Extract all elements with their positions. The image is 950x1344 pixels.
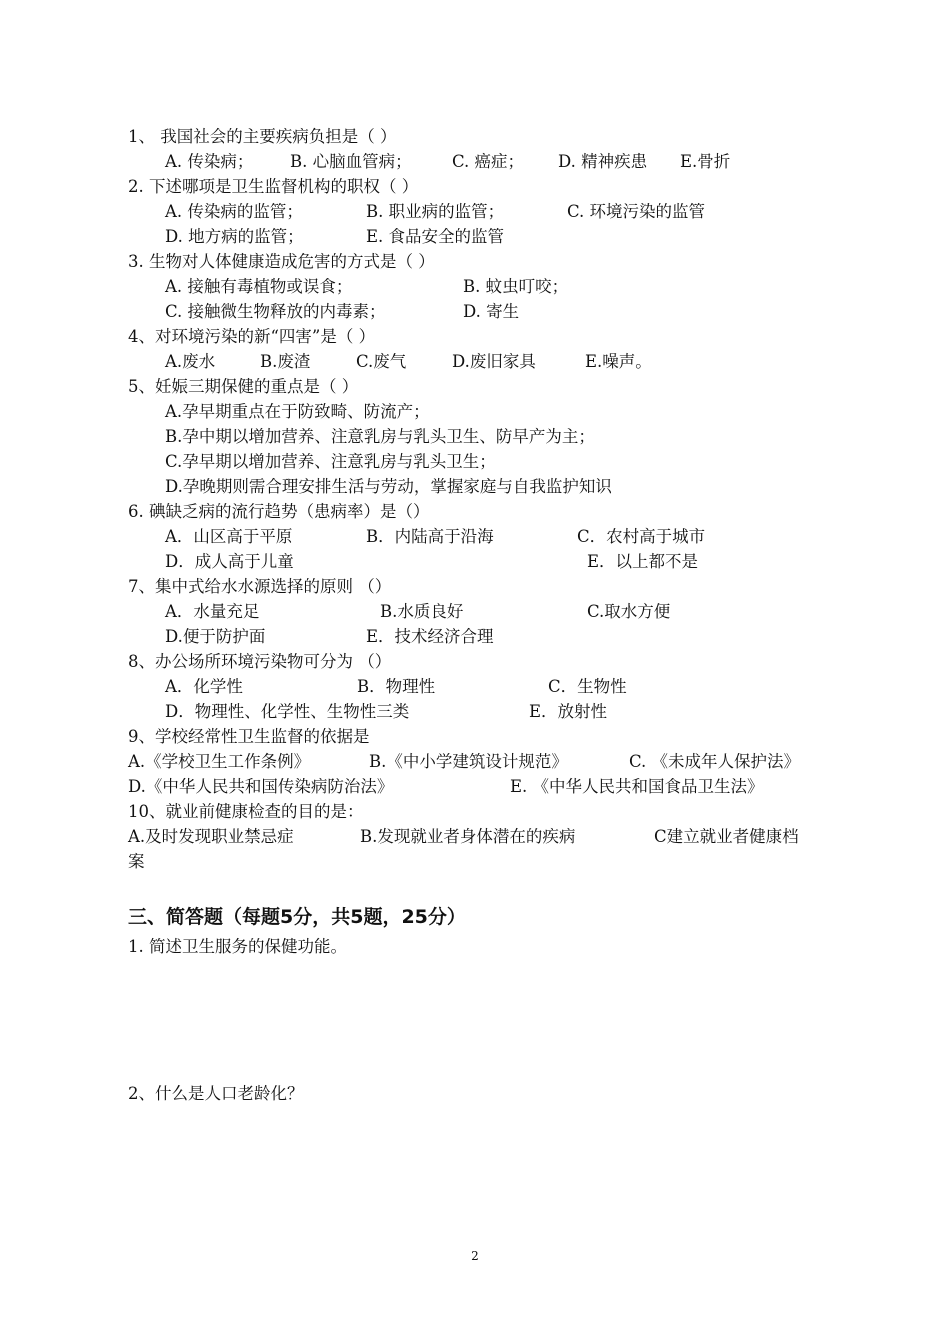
- question-stem: 5、妊娠三期保健的重点是（ ）: [128, 377, 359, 396]
- option-b: B.发现就业者身体潜在的疾病: [360, 827, 576, 846]
- option-d: D．物理性、化学性、生物性三类: [165, 702, 410, 721]
- option-c: C. 接触微生物释放的内毒素；: [165, 302, 386, 321]
- option-e: E.骨折: [680, 152, 731, 171]
- question-stem: 2. 下述哪项是卫生监督机构的职权（ ）: [128, 177, 419, 196]
- option-c: C．生物性: [548, 677, 627, 696]
- option-a: A.《学校卫生工作条例》: [128, 752, 311, 771]
- option-c: C.孕早期以增加营养、注意乳房与乳头卫生；: [165, 452, 496, 471]
- option-a: A.孕早期重点在于防致畸、防流产；: [165, 402, 430, 421]
- option-c: C建立就业者健康档: [654, 827, 799, 846]
- option-e: E. 食品安全的监管: [366, 227, 505, 246]
- option-b: B. 职业病的监管；: [366, 202, 505, 221]
- question-stem: 3. 生物对人体健康造成危害的方式是（ ）: [128, 252, 435, 271]
- option-c: C.废气: [356, 352, 407, 371]
- option-b: B. 蚊虫叮咬；: [463, 277, 569, 296]
- option-c: C. 环境污染的监管: [567, 202, 706, 221]
- option-e: E．放射性: [529, 702, 608, 721]
- option-a: A.及时发现职业禁忌症: [128, 827, 294, 846]
- option-d: D.《中华人民共和国传染病防治法》: [128, 777, 394, 796]
- option-d: D.废旧家具: [452, 352, 536, 371]
- option-a: A. 传染病；: [165, 152, 254, 171]
- option-b: B.废渣: [260, 352, 311, 371]
- option-d: D.便于防护面: [165, 627, 266, 646]
- page-number: 2: [471, 1249, 479, 1263]
- short-answer-question: 1. 简述卫生服务的保健功能。: [128, 937, 347, 956]
- option-a: A．化学性: [165, 677, 243, 696]
- option-c: C. 《未成年人保护法》: [629, 752, 801, 771]
- option-a: A. 接触有毒植物或误食；: [165, 277, 353, 296]
- section-heading: 三、简答题（每题5分，共5题，25分）: [128, 906, 466, 928]
- option-e: E．以上都不是: [587, 552, 699, 571]
- option-d: D. 寄生: [463, 302, 520, 321]
- option-d: D．成人高于儿童: [165, 552, 294, 571]
- option-a: A. 传染病的监管；: [165, 202, 303, 221]
- option-a: A.废水: [165, 352, 216, 371]
- option-c: C. 癌症；: [452, 152, 525, 171]
- option-c: C．农村高于城市: [577, 527, 706, 546]
- option-d: D.孕晚期则需合理安排生活与劳动，掌握家庭与自我监护知识: [165, 477, 612, 496]
- option-b: B．物理性: [357, 677, 436, 696]
- option-b: B.孕中期以增加营养、注意乳房与乳头卫生、防早产为主；: [165, 427, 595, 446]
- short-answer-question: 2、什么是人口老龄化？: [128, 1084, 304, 1103]
- question-stem: 7、集中式给水水源选择的原则 （）: [128, 577, 392, 596]
- option-c: C.取水方便: [587, 602, 671, 621]
- option-b: B.《中小学建筑设计规范》: [369, 752, 568, 771]
- question-stem: 6. 碘缺乏病的流行趋势（患病率）是（）: [128, 502, 430, 521]
- option-e: E. 《中华人民共和国食品卫生法》: [510, 777, 764, 796]
- option-b: B．内陆高于沿海: [366, 527, 494, 546]
- option-e: E.噪声。: [585, 352, 652, 371]
- question-stem: 10、就业前健康检查的目的是：: [128, 802, 364, 821]
- option-b: B.水质良好: [380, 602, 464, 621]
- option-b: B. 心脑血管病；: [290, 152, 412, 171]
- question-stem: 9、学校经常性卫生监督的依据是: [128, 727, 370, 746]
- option-e: E．技术经济合理: [366, 627, 494, 646]
- question-stem: 4、对环境污染的新“四害”是（ ）: [128, 327, 376, 346]
- option-c-continued: 案: [128, 852, 145, 871]
- question-stem: 1、 我国社会的主要疾病负担是（ ）: [128, 127, 397, 146]
- question-stem: 8、办公场所环境污染物可分为 （）: [128, 652, 392, 671]
- option-a: A．山区高于平原: [165, 527, 293, 546]
- option-d: D. 精神疾患: [558, 152, 648, 171]
- option-a: A．水量充足: [165, 602, 260, 621]
- option-d: D. 地方病的监管；: [165, 227, 304, 246]
